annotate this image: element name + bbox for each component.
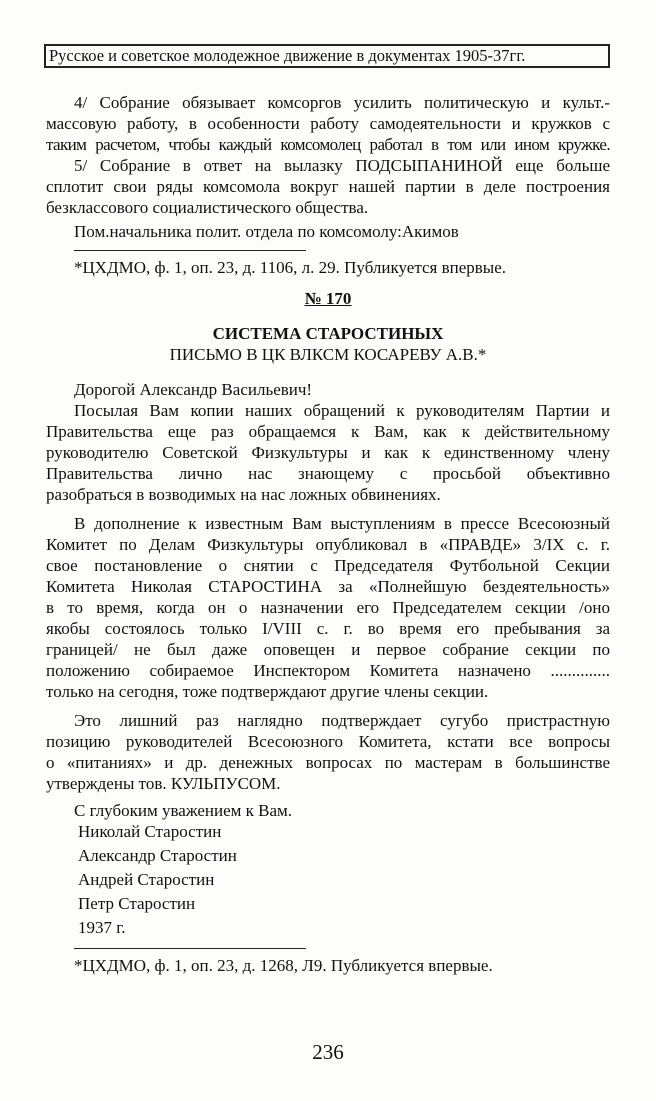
para2-line8: положению собираемое Инспектором Комитета назначено .............. (46, 661, 610, 680)
document-number: № 170 (304, 289, 352, 308)
greeting: Дорогой Александр Васильевич! (74, 380, 313, 399)
source-note-169: *ЦХДМО, ф. 1, оп. 23, д. 1106, л. 29. Публикуется впервые. (74, 258, 507, 277)
closing: С глубоким уважением к Вам. (74, 801, 293, 820)
signer: Николай Старостин (78, 822, 222, 841)
letter-year: 1937 г. (78, 918, 126, 937)
running-title: Русское и советское молодежное движение в документах 1905-37гг. (44, 44, 610, 68)
item4-line3: таким расчетом, чтобы каждый комсомолец работал в том или ином кружке. (46, 135, 610, 154)
para1-line3: руководителю Советской Физкультуры и как к единственному члену (46, 443, 610, 462)
para3-line4: утверждены тов. КУЛЬПУСОМ. (46, 774, 281, 793)
para3-line1: Это лишний раз наглядно подтверждает сугубо пристрастную (74, 711, 610, 730)
page-body (46, 92, 610, 976)
para2-line3: свое постановление о снятии с Председателя Футбольной Секции (46, 556, 610, 575)
item4-line2: массовую работу, в особенности работу самодеятельности и кружков с (46, 114, 610, 133)
footnote-rule (74, 250, 306, 251)
para2-line1: В дополнение к известным Вам выступлениям в прессе Всесоюзный (74, 514, 610, 533)
para2-line6: якобы состоялось только I/VIII с. г. во время его пребывания за (46, 619, 610, 638)
document-title: СИСТЕМА СТАРОСТИНЫХ (212, 324, 444, 343)
item4-line1: 4/ Собрание обязывает комсоргов усилить политическую и культ.- (74, 93, 610, 112)
signer: Петр Старостин (78, 894, 196, 913)
para1-line1: Посылая Вам копии наших обращений к руководителям Партии и (74, 401, 610, 420)
signature-akimov: Пом.начальника полит. отдела по комсомолу:Акимов (74, 222, 459, 241)
source-note-170: *ЦХДМО, ф. 1, оп. 23, д. 1268, Л9. Публикуется впервые. (74, 956, 493, 975)
para1-line5: разобраться в возводимых на нас ложных обвинениях. (46, 485, 441, 504)
document-subtitle: ПИСЬМО В ЦК ВЛКСМ КОСАРЕВУ А.В.* (169, 345, 487, 364)
para1-line4: Правительства лично нас знающему с просьбой объективно (46, 464, 610, 483)
para2-line5: в то время, когда он о назначении его Председателем секции /оно (46, 598, 610, 617)
para3-line3: о «питаниях» и др. денежных вопросах по мастерам в большинстве (46, 753, 610, 772)
signer: Александр Старостин (78, 846, 237, 865)
signer: Андрей Старостин (78, 870, 215, 889)
para3-line2: позицию руководителей Всесоюзного Комитета, кстати все вопросы (46, 732, 610, 751)
footnote-rule (74, 948, 306, 949)
item5-line2: сплотит свои ряды комсомола вокруг нашей партии в деле построения (46, 177, 610, 196)
para2-line2: Комитет по Делам Физкультуры опубликовал в «ПРАВДЕ» 3/IX с. г. (46, 535, 610, 554)
page-number: 236 (312, 1040, 344, 1064)
para1-line2: Правительства еще раз обращаемся к Вам, как к действительному (46, 422, 610, 441)
para2-line4: Комитета Николая СТАРОСТИНА за «Полнейшую бездеятельность» (46, 577, 610, 596)
para2-line9: только на сегодня, тоже подтверждают другие члены секции. (46, 682, 489, 701)
para2-line7: границей/ не был даже оповещен и первое собрание секции по (46, 640, 610, 659)
item5-line1: 5/ Собрание в ответ на вылазку ПОДСЫПАНИНОЙ еще больше (74, 156, 610, 175)
item5-line3: безклассового социалистического общества. (46, 198, 369, 217)
